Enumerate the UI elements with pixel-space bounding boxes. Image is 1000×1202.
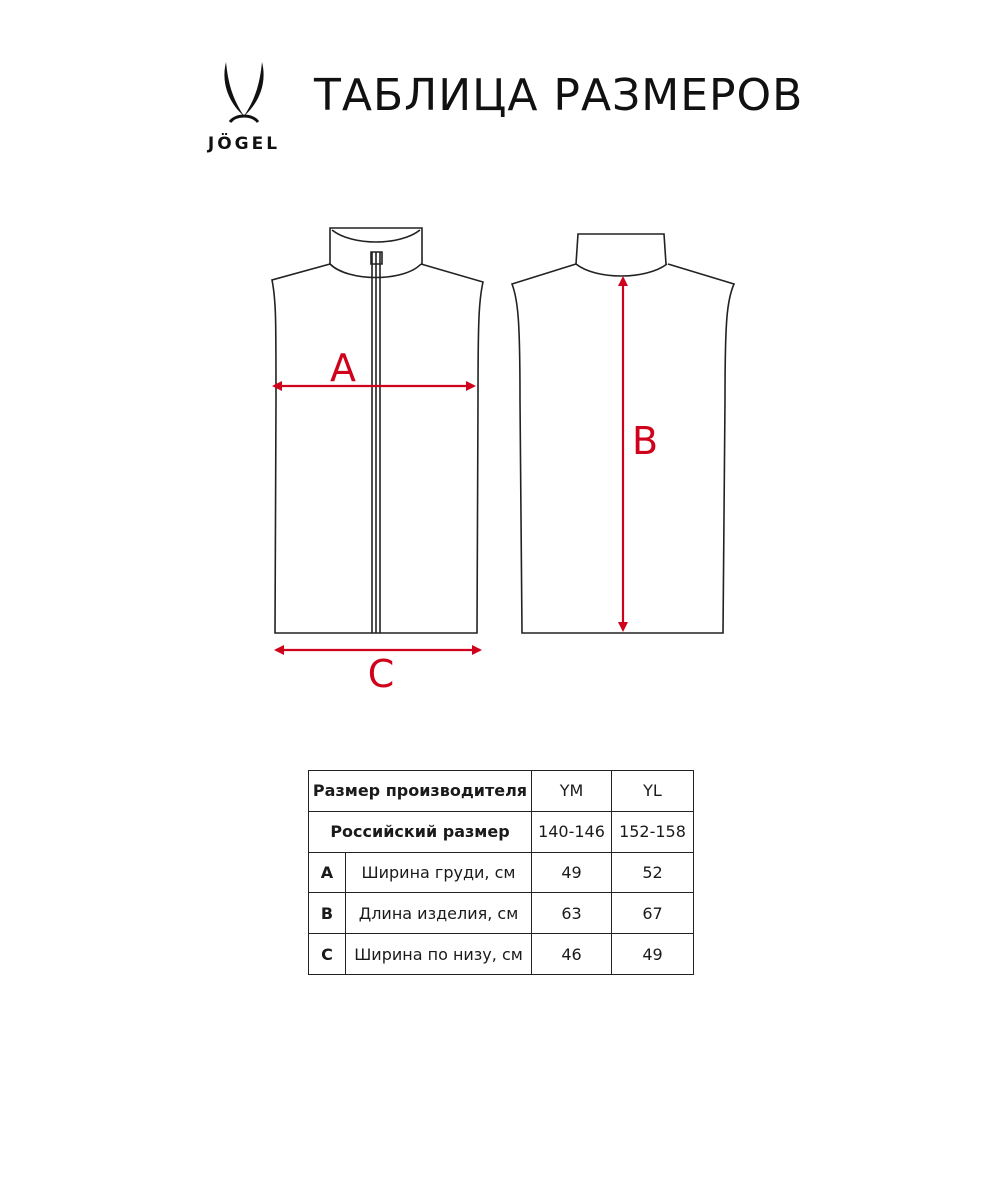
size-yl: YL	[612, 771, 694, 812]
row-value-yl: 52	[612, 852, 694, 893]
table-header-row	[309, 771, 694, 812]
table-row	[309, 852, 694, 893]
russian-size-yl: 152-158	[612, 811, 694, 852]
row-code: C	[309, 934, 346, 975]
table-row	[309, 934, 694, 975]
russian-size-ym: 140-146	[532, 811, 612, 852]
row-name: Длина изделия, см	[346, 893, 532, 934]
russian-size-label: Российский размер	[309, 811, 532, 852]
measure-label-b: B	[631, 419, 659, 463]
row-value-yl: 67	[612, 893, 694, 934]
row-name: Ширина по низу, см	[346, 934, 532, 975]
row-code: B	[309, 893, 346, 934]
size-table	[308, 770, 694, 975]
table-row-russian	[309, 811, 694, 852]
row-value-ym: 49	[532, 852, 612, 893]
row-code: A	[309, 852, 346, 893]
measure-label-c: C	[367, 652, 395, 696]
page-title: ТАБЛИЦА РАЗМЕРОВ	[314, 70, 804, 121]
row-value-ym: 63	[532, 893, 612, 934]
size-ym: YM	[532, 771, 612, 812]
logo-text: JÖGEL	[207, 134, 281, 154]
row-value-ym: 46	[532, 934, 612, 975]
measure-label-a: A	[330, 346, 356, 390]
row-value-yl: 49	[612, 934, 694, 975]
row-name: Ширина груди, см	[346, 852, 532, 893]
vest-front-view	[272, 228, 483, 633]
table-row	[309, 893, 694, 934]
header-label: Размер производителя	[309, 771, 532, 812]
